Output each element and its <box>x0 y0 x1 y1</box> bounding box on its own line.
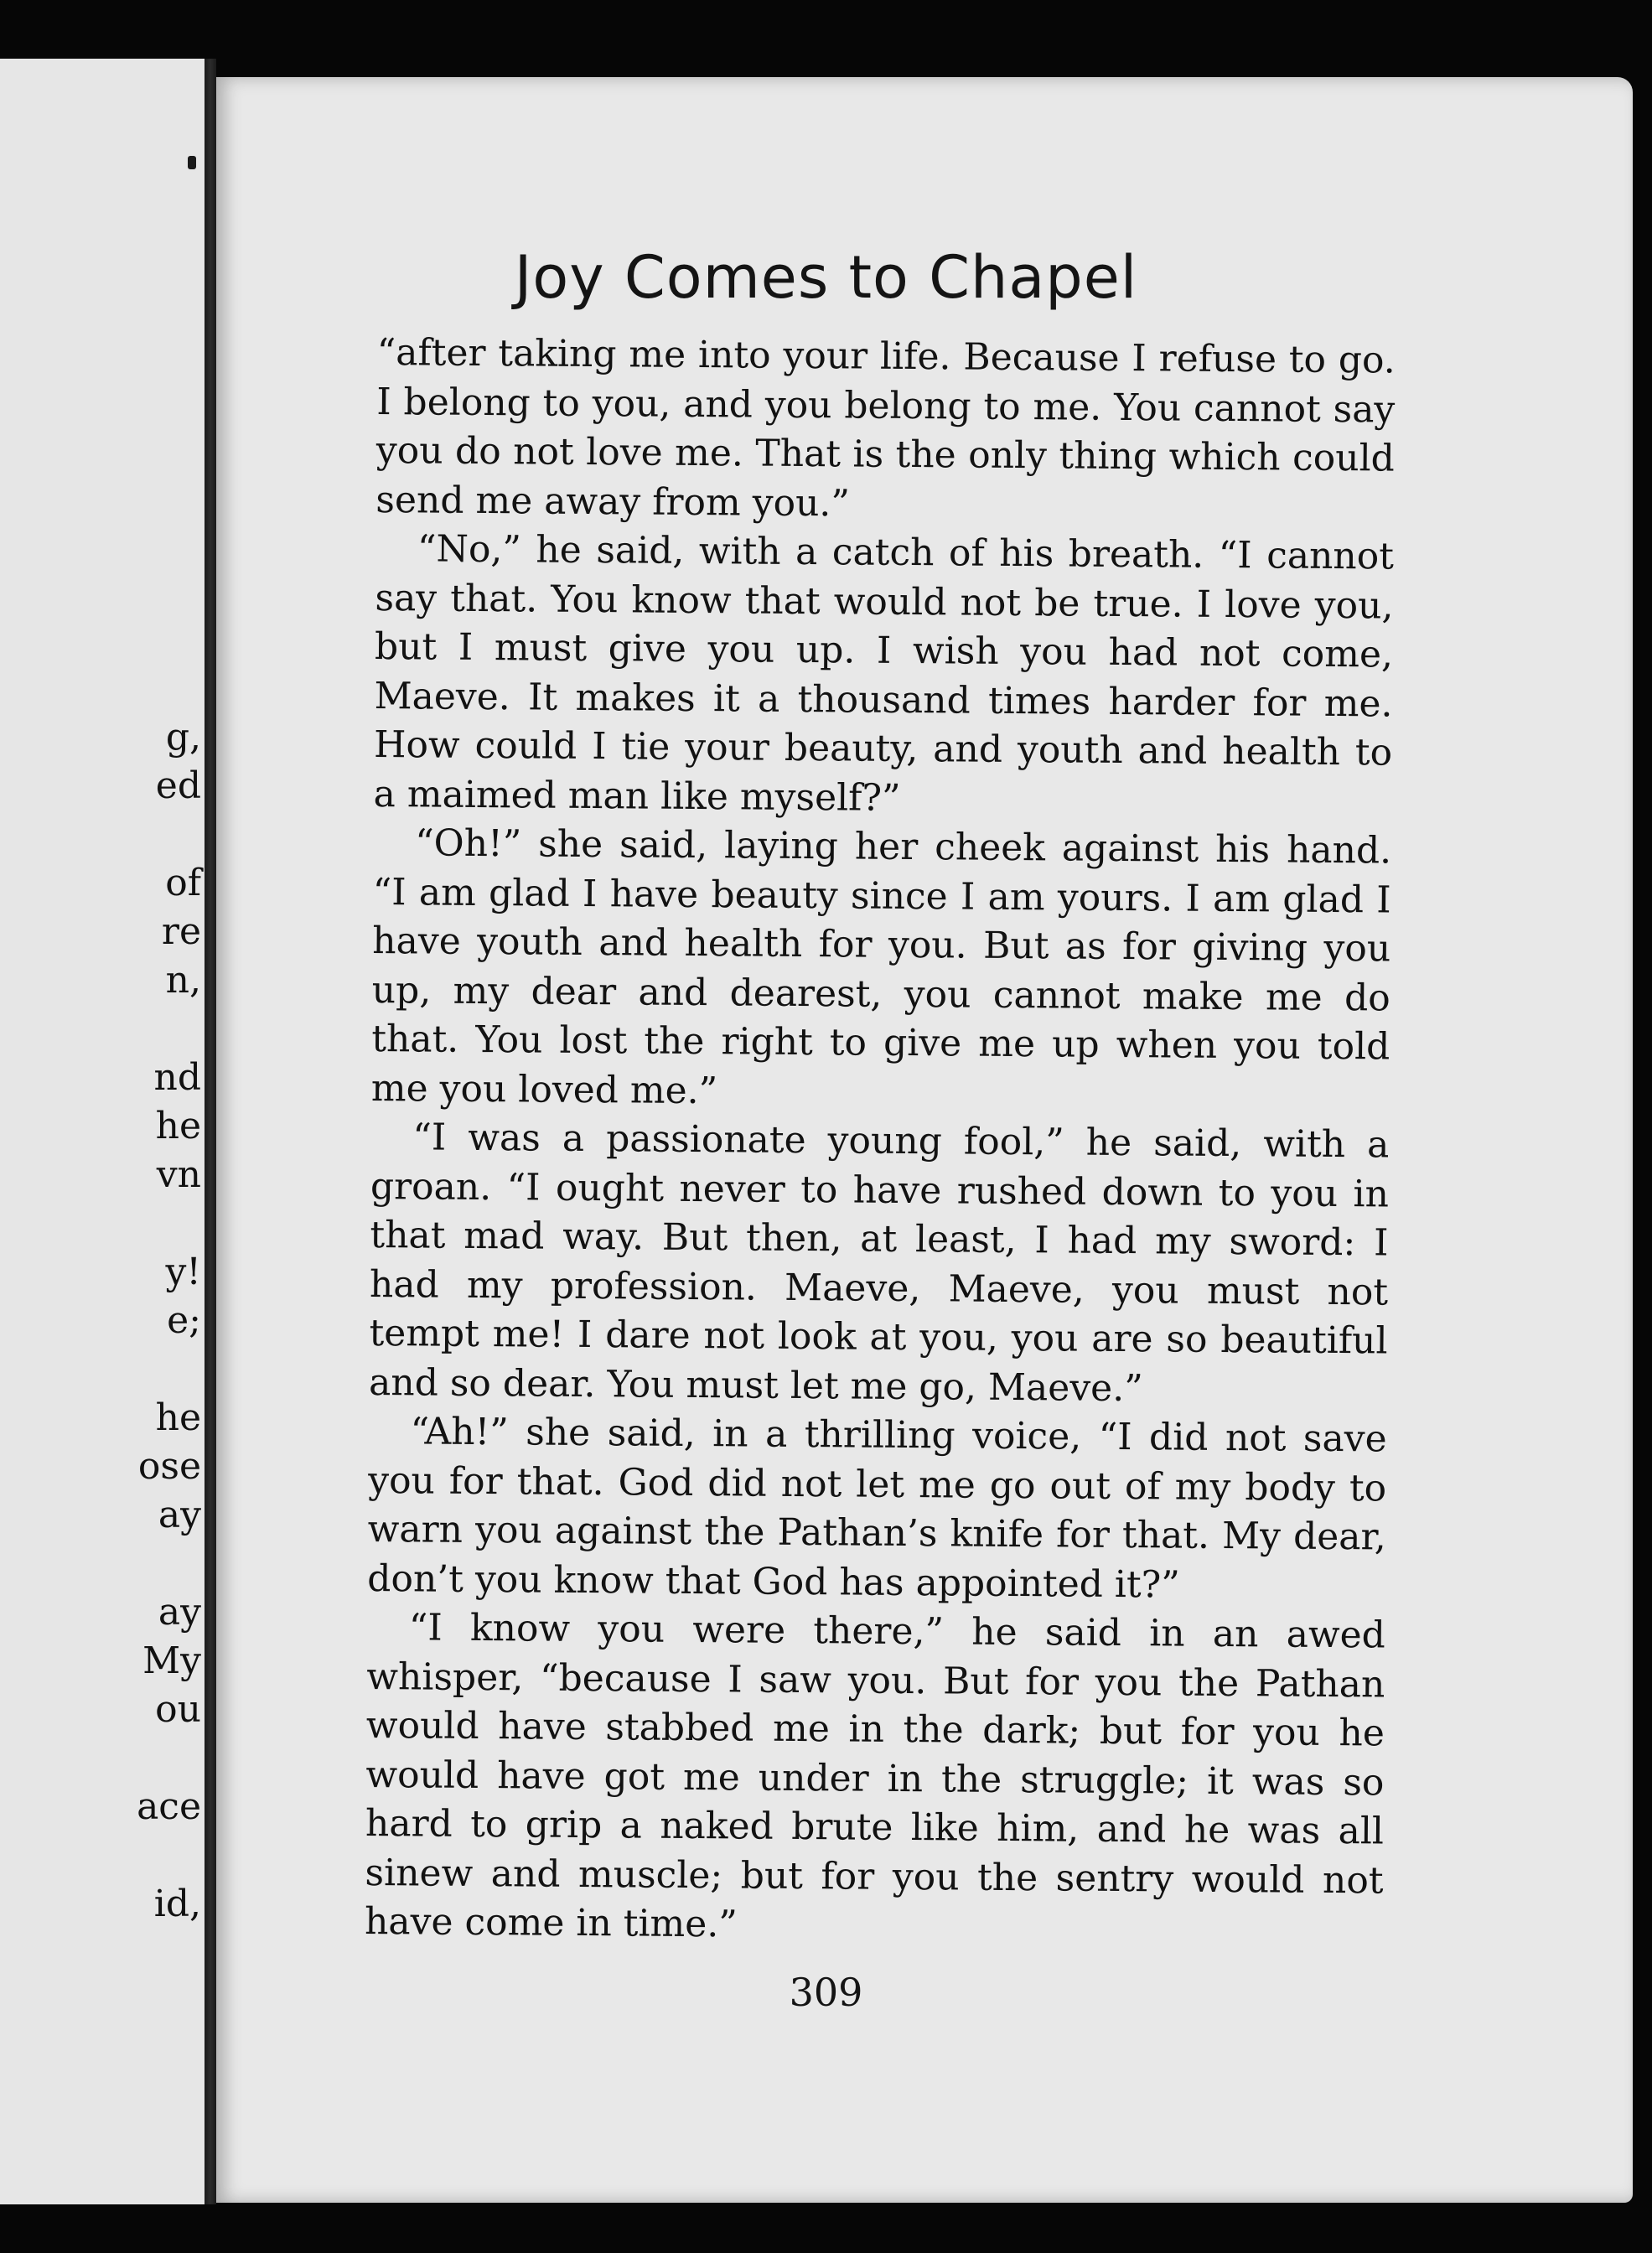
left-line-fragment: y! <box>165 1251 201 1293</box>
paragraph: “Oh!” she said, laying her cheek against his hand. “I am glad I have beauty since I am yours. I am glad I have youth and health for you. But as for giving you up, my dear and dearest, you cannot make me do that. You lost the right to give me up when you told me you loved me.” <box>370 821 1392 1112</box>
body-text <box>365 329 1396 1955</box>
left-line-fragment: ay <box>158 1494 201 1536</box>
left-line-fragment: n, <box>165 959 201 1002</box>
left-line-fragment: nd <box>153 1056 201 1099</box>
paragraph: “No,” he said, with a catch of his breath. “I cannot say that. You know that would not be true. I love you, but I must give you up. I wish you had not come, Maeve. It makes it a thousand times harder for me. How could I tie your beauty, and youth and health to a maimed man like myself?” <box>373 527 1395 820</box>
page-number: 309 <box>789 1970 863 2015</box>
paragraph: “I was a passionate young fool,” he said, with a groan. “I ought never to have rushed down to you in that mad way. But then, at least, I had my sword: I had my profession. Maeve, Maeve, you must not tempt me! I dare not look at you, you are so beautiful and so dear. You must let me go, Maeve.” <box>368 1116 1390 1410</box>
left-line-fragment: My <box>142 1639 201 1682</box>
left-line-fragment: ace <box>137 1785 201 1828</box>
paragraph: “Ah!” she said, in a thrilling voice, “I did not save you for that. God did not let me go out of my body to warn you against the Pathan’s knife for that. My dear, don’t you know that God has appointed it?” <box>367 1410 1387 1607</box>
left-line-fragment: g, <box>165 716 201 759</box>
left-line-fragment: he <box>155 1105 201 1147</box>
paragraph: “I know you were there,” he said in an awed whisper, “because I saw you. But for you the Pathan would have stabbed me in the dark; but for you he would have got me under in the struggle; it was so hard to grip a naked brute like him, and he was all sinew and muscle; but for you the sentry would not have come in time.” <box>364 1606 1385 1946</box>
left-line-fragment: ou <box>155 1688 201 1731</box>
left-line-fragment: ed <box>155 764 201 807</box>
left-line-fragment: he <box>155 1396 201 1439</box>
left-line-fragment: id, <box>153 1883 201 1925</box>
binding-mark <box>188 156 196 169</box>
book-spine-gutter <box>205 59 216 2204</box>
left-line-fragment: e; <box>167 1299 201 1342</box>
running-head: Joy Comes to Chapel <box>514 243 1138 312</box>
left-line-fragment: ay <box>158 1591 201 1634</box>
left-page-line-endings <box>0 59 201 2204</box>
left-line-fragment: vn <box>156 1153 201 1196</box>
left-line-fragment: re <box>161 910 201 953</box>
left-line-fragment: of <box>165 862 201 904</box>
left-page-edge <box>0 59 210 2204</box>
left-line-fragment: ose <box>137 1445 201 1488</box>
paragraph: “after taking me into your life. Because I refuse to go. I belong to you, and you belong to me. You cannot say you do not love me. That is the only thing which could send me away from you.” <box>375 330 1396 525</box>
